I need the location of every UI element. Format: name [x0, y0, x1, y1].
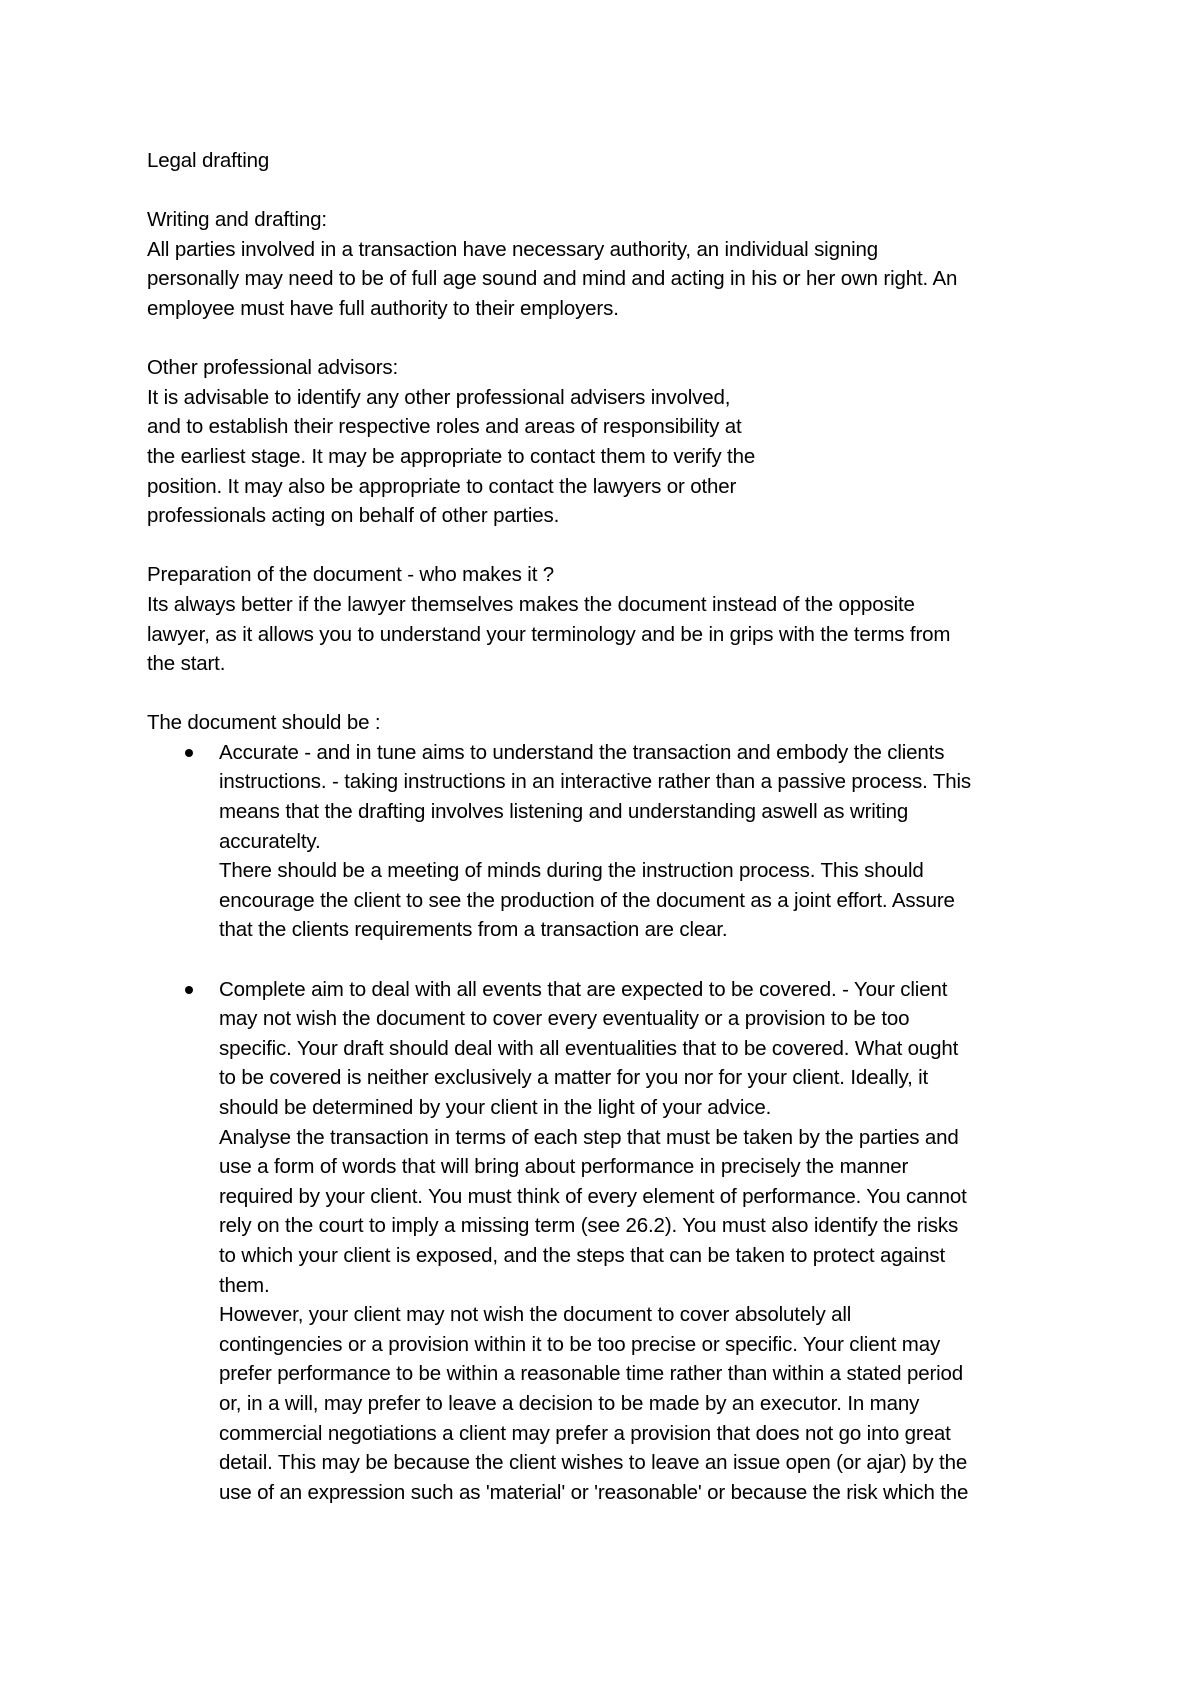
- bullet-line: rely on the court to imply a missing term (see 26.2). You must also identify the risks: [219, 1214, 959, 1238]
- bullet-item-complete: [147, 975, 1087, 1508]
- paragraph-line: employee must have full authority to their employers.: [147, 296, 619, 320]
- document-body: [147, 146, 1087, 1507]
- paragraph-line: It is advisable to identify any other professional advisers involved,: [147, 385, 731, 409]
- bullet-line: encourage the client to see the production of the document as a joint effort. Assure: [219, 888, 955, 912]
- paragraph-line: and to establish their respective roles and areas of responsibility at: [147, 415, 742, 439]
- document-title: Legal drafting: [147, 149, 270, 172]
- section-heading-advisors: Other professional advisors:: [147, 356, 399, 380]
- bullet-line: should be determined by your client in the light of your advice.: [219, 1096, 772, 1119]
- bullet-line: contingencies or a provision within it to be too precise or specific. Your client may: [219, 1332, 941, 1356]
- bullet-line: instructions. - taking instructions in an interactive rather than a passive process. This: [219, 770, 971, 794]
- bullet-line: Accurate - and in tune aims to understand the transaction and embody the clients: [219, 740, 945, 764]
- section-heading-preparation: Preparation of the document - who makes it ?: [147, 563, 555, 587]
- bullet-line: to be covered is neither exclusively a matter for you nor for your client. Ideally, it: [219, 1066, 929, 1090]
- paragraph-line: personally may need to be of full age sound and mind and acting in his or her own right. An: [147, 267, 958, 291]
- bullet-item-accurate: [147, 738, 1087, 945]
- bullet-line: use of an expression such as 'material' or 'reasonable' or because the risk which the: [219, 1480, 969, 1504]
- section-heading-should-be: The document should be :: [147, 711, 381, 735]
- bullet-line: detail. This may be because the client wishes to leave an issue open (or ajar) by the: [219, 1451, 968, 1475]
- paragraph-line: Its always better if the lawyer themselves makes the document instead of the opposite: [147, 592, 915, 616]
- paragraph-line: the start.: [147, 652, 226, 676]
- bullet-line: However, your client may not wish the document to cover absolutely all: [219, 1303, 852, 1327]
- bullet-icon: [185, 749, 193, 757]
- bullet-line: required by your client. You must think of every element of performance. You cannot: [219, 1184, 967, 1208]
- blank-line: [147, 945, 1087, 975]
- paragraph-line: lawyer, as it allows you to understand your terminology and be in grips with the terms from: [147, 622, 951, 646]
- bullet-line: may not wish the document to cover every eventuality or a provision to be too: [219, 1007, 910, 1031]
- paragraph-line: position. It may also be appropriate to contact the lawyers or other: [147, 474, 737, 498]
- bullet-line: commercial negotiations a client may prefer a provision that does not go into great: [219, 1421, 951, 1445]
- bullet-line: to which your client is exposed, and the steps that can be taken to protect against: [219, 1243, 946, 1267]
- bullet-line: that the clients requirements from a transaction are clear.: [219, 918, 728, 942]
- bullet-line: specific. Your draft should deal with all eventualities that to be covered. What ought: [219, 1036, 959, 1060]
- bullet-line: or, in a will, may prefer to leave a decision to be made by an executor. In many: [219, 1391, 920, 1415]
- blank-line: [147, 324, 1087, 354]
- bullet-line: means that the drafting involves listening and understanding aswell as writing: [219, 800, 909, 824]
- bullet-line: prefer performance to be within a reasonable time rather than within a stated period: [219, 1362, 964, 1386]
- blank-line: [147, 531, 1087, 561]
- bullet-line: accuratelty.: [219, 829, 321, 853]
- bullet-line: them.: [219, 1273, 270, 1297]
- paragraph-line: the earliest stage. It may be appropriate to contact them to verify the: [147, 444, 756, 468]
- bullet-icon: [185, 986, 193, 994]
- bullet-line: Analyse the transaction in terms of each step that must be taken by the parties and: [219, 1125, 959, 1149]
- bullet-line: use a form of words that will bring about performance in precisely the manner: [219, 1155, 909, 1179]
- paragraph-line: All parties involved in a transaction have necessary authority, an individual signing: [147, 237, 878, 261]
- bullet-line: There should be a meeting of minds during the instruction process. This should: [219, 859, 924, 883]
- section-heading-writing: Writing and drafting:: [147, 208, 327, 232]
- blank-line: [147, 176, 1087, 206]
- bullet-line: Complete aim to deal with all events that are expected to be covered. - Your client: [219, 977, 948, 1001]
- paragraph-line: professionals acting on behalf of other parties.: [147, 504, 560, 528]
- blank-line: [147, 679, 1087, 709]
